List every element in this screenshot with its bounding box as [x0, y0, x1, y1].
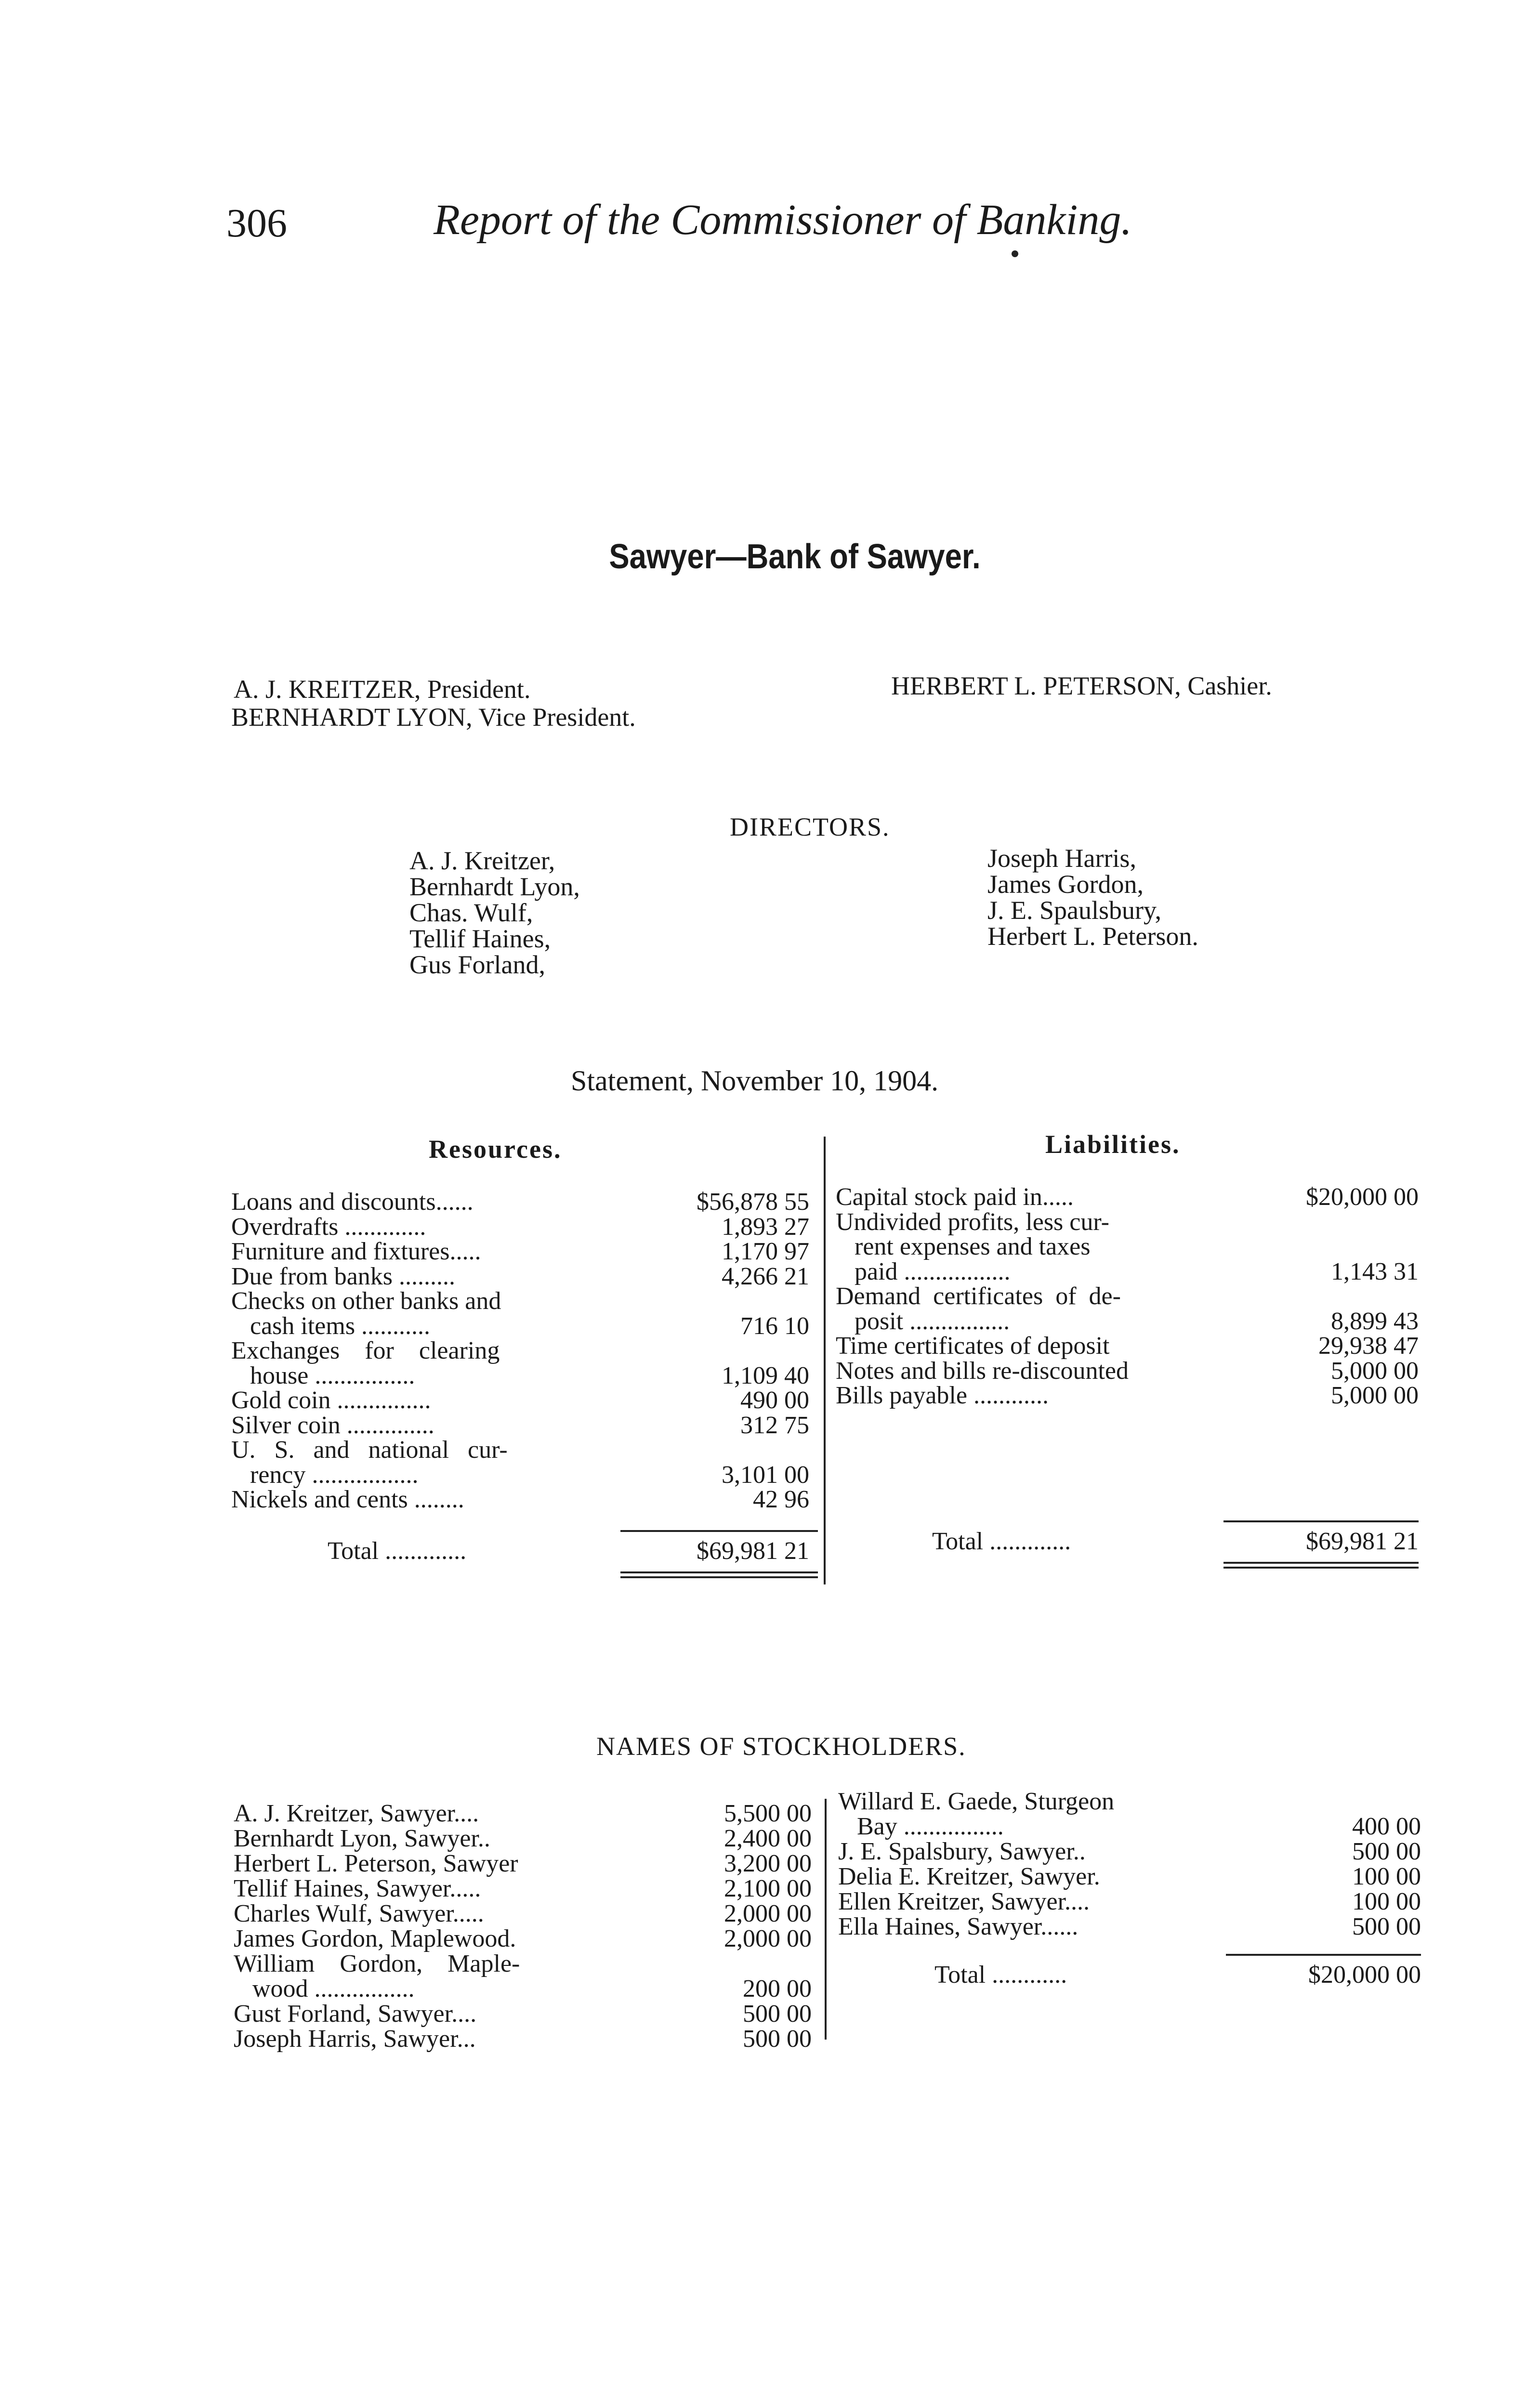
- director-name: Herbert L. Peterson.: [987, 922, 1198, 951]
- ledger-row-label: Nickels and cents ........: [231, 1486, 464, 1513]
- ledger-row-amount: $56,878 55: [697, 1188, 809, 1216]
- director-name: Chas. Wulf,: [409, 898, 533, 927]
- total-label: Total ............: [934, 1961, 1067, 1989]
- ledger-row-label: Herbert L. Peterson, Sawyer: [234, 1850, 518, 1877]
- ledger-row-amount: 500 00: [743, 2000, 812, 2028]
- ledger-row-label: Tellif Haines, Sawyer.....: [234, 1875, 481, 1902]
- page-number: 306: [226, 201, 287, 246]
- ledger-row-label: Checks on other banks and: [231, 1287, 501, 1315]
- officer-president: A. J. KREITZER, President.: [234, 675, 531, 704]
- ledger-row-label: Silver coin ..............: [231, 1411, 434, 1439]
- officer-cashier: HERBERT L. PETERSON, Cashier.: [891, 671, 1272, 700]
- ledger-row-label: posit ................: [836, 1307, 1010, 1335]
- ledger-row-amount: 2,400 00: [724, 1825, 812, 1852]
- ledger-row-amount: 400 00: [1352, 1813, 1421, 1840]
- ledger-row-label: Joseph Harris, Sawyer...: [234, 2025, 476, 2053]
- officer-vice-president: BERNHARDT LYON, Vice President.: [231, 703, 636, 732]
- ledger-row-label: cash items ...........: [231, 1312, 431, 1340]
- total-rule: [1223, 1520, 1419, 1522]
- directors-left-column: [409, 848, 580, 978]
- total-label: Total .............: [328, 1537, 467, 1565]
- ledger-row-amount: 500 00: [1352, 1838, 1421, 1865]
- ledger-row-label: rency .................: [231, 1461, 419, 1489]
- ledger-row-label: A. J. Kreitzer, Sawyer....: [234, 1800, 479, 1827]
- ledger-row-amount: 490 00: [740, 1387, 809, 1414]
- ink-dot: [1012, 250, 1018, 257]
- ledger-row-label: house ................: [231, 1361, 415, 1389]
- ledger-row-label: Delia E. Kreitzer, Sawyer.: [838, 1863, 1100, 1890]
- ledger-row-label: paid .................: [836, 1257, 1011, 1285]
- ledger-row-amount: 500 00: [743, 2025, 812, 2053]
- resources-table: [231, 1190, 819, 1575]
- total-amount: $20,000 00: [1308, 1961, 1421, 1989]
- ledger-row-amount: 2,000 00: [724, 1925, 812, 1952]
- ledger-row-amount: 716 10: [740, 1312, 809, 1340]
- total-rule: [620, 1530, 818, 1532]
- director-name: James Gordon,: [987, 870, 1144, 899]
- ledger-row-amount: 312 75: [740, 1411, 809, 1439]
- ledger-row-label: Gold coin ...............: [231, 1387, 431, 1414]
- ledger-row-label: Gust Forland, Sawyer....: [234, 2000, 477, 2028]
- ledger-row-amount: 5,500 00: [724, 1800, 812, 1827]
- total-amount: $69,981 21: [1306, 1528, 1419, 1555]
- stockholders-left-table: [234, 1801, 821, 2052]
- total-double-rule: [1223, 1562, 1419, 1569]
- director-name: Joseph Harris,: [987, 844, 1136, 873]
- resources-heading: Resources.: [429, 1135, 562, 1164]
- stockholders-divider: [825, 1799, 827, 2040]
- ledger-row-amount: 4,266 21: [722, 1262, 809, 1290]
- ledger-row-label: Ellen Kreitzer, Sawyer....: [838, 1888, 1090, 1915]
- ledger-row-label: Ella Haines, Sawyer......: [838, 1913, 1079, 1940]
- ledger-row-amount: 1,170 97: [722, 1238, 809, 1265]
- total-amount: $69,981 21: [697, 1537, 809, 1565]
- ledger-row-amount: 5,000 00: [1331, 1382, 1419, 1409]
- ledger-row-amount: 1,143 31: [1331, 1257, 1419, 1285]
- ledger-row-label: rent expenses and taxes: [836, 1233, 1091, 1260]
- bank-title: Sawyer—Bank of Sawyer.: [609, 537, 981, 576]
- ledger-row-amount: 8,899 43: [1331, 1307, 1419, 1335]
- ledger-row-label: Bay ................: [838, 1813, 1004, 1840]
- total-rule: [1226, 1954, 1421, 1956]
- ledger-row-label: Demand certificates of de-: [836, 1283, 1121, 1310]
- ledger-row-label: Time certificates of deposit: [836, 1332, 1110, 1360]
- ledger-row-label: Willard E. Gaede, Sturgeon: [838, 1788, 1115, 1815]
- ledger-row-amount: 2,100 00: [724, 1875, 812, 1902]
- ledger-row-amount: $20,000 00: [1306, 1183, 1419, 1211]
- liabilities-table: [836, 1185, 1419, 1570]
- ledger-row-amount: 100 00: [1352, 1888, 1421, 1915]
- directors-right-column: [987, 845, 1198, 949]
- ledger-row-amount: 29,938 47: [1318, 1332, 1419, 1360]
- statement-heading: Statement, November 10, 1904.: [571, 1065, 939, 1097]
- ledger-row-label: Bernhardt Lyon, Sawyer..: [234, 1825, 490, 1852]
- liabilities-heading: Liabilities.: [1045, 1130, 1181, 1159]
- ledger-row-label: Due from banks .........: [231, 1262, 456, 1290]
- statement-divider: [824, 1137, 826, 1584]
- ledger-row-amount: 1,109 40: [722, 1361, 809, 1389]
- ledger-row-label: Notes and bills re-discounted: [836, 1357, 1129, 1385]
- ledger-row-amount: 2,000 00: [724, 1900, 812, 1927]
- ledger-row-amount: 1,893 27: [722, 1213, 809, 1241]
- director-name: J. E. Spaulsbury,: [987, 896, 1161, 925]
- director-name: A. J. Kreitzer,: [409, 846, 555, 875]
- ledger-row-amount: 500 00: [1352, 1913, 1421, 1940]
- ledger-row-label: Charles Wulf, Sawyer.....: [234, 1900, 484, 1927]
- directors-heading: DIRECTORS.: [730, 812, 890, 841]
- ledger-row-label: Capital stock paid in.....: [836, 1183, 1074, 1211]
- director-name: Tellif Haines,: [409, 924, 551, 953]
- ledger-row-label: Furniture and fixtures.....: [231, 1238, 481, 1265]
- ledger-row-label: U. S. and national cur-: [231, 1436, 508, 1464]
- total-double-rule: [620, 1571, 818, 1578]
- ledger-row-label: J. E. Spalsbury, Sawyer..: [838, 1838, 1086, 1865]
- director-name: Gus Forland,: [409, 950, 545, 979]
- total-label: Total .............: [932, 1528, 1071, 1555]
- ledger-row-label: Undivided profits, less cur-: [836, 1208, 1109, 1236]
- ledger-row-amount: 100 00: [1352, 1863, 1421, 1890]
- ledger-row-label: William Gordon, Maple-: [234, 1950, 520, 1977]
- ledger-row-label: Exchanges for clearing: [231, 1337, 500, 1364]
- ledger-row-amount: 42 96: [753, 1486, 809, 1513]
- stockholders-right-table: [838, 1789, 1421, 1991]
- ledger-row-amount: 200 00: [743, 1975, 812, 2002]
- ledger-row-amount: 3,200 00: [724, 1850, 812, 1877]
- ledger-row-label: Loans and discounts......: [231, 1188, 474, 1216]
- director-name: Bernhardt Lyon,: [409, 872, 580, 901]
- ledger-row-label: James Gordon, Maplewood.: [234, 1925, 516, 1952]
- ledger-row-amount: 5,000 00: [1331, 1357, 1419, 1385]
- ledger-row-amount: 3,101 00: [722, 1461, 809, 1489]
- ledger-row-label: wood ................: [234, 1975, 415, 2002]
- ledger-row-label: Overdrafts .............: [231, 1213, 426, 1241]
- stockholders-heading: NAMES OF STOCKHOLDERS.: [596, 1732, 966, 1761]
- running-title: Report of the Commissioner of Banking.: [434, 196, 1132, 244]
- ledger-row-label: Bills payable ............: [836, 1382, 1049, 1409]
